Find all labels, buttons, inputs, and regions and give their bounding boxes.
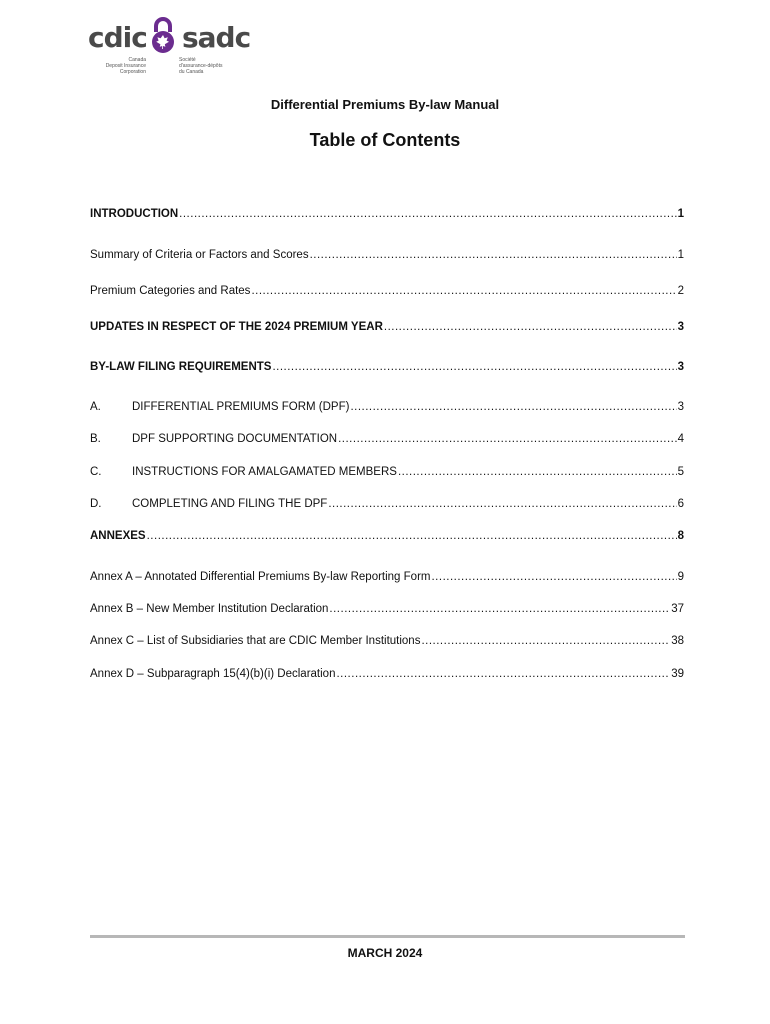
toc-page-number: 6 [677, 498, 684, 510]
toc-leader-dots [329, 601, 670, 617]
toc-leader-dots [272, 359, 676, 375]
toc-leader-dots [350, 399, 676, 415]
toc-entry-letter: C. [90, 466, 102, 478]
toc-entry-letter: B. [90, 433, 101, 445]
toc-entry-text: Annex A – Annotated Differential Premiums By-law Reporting Form [90, 571, 431, 583]
toc-page-number: 1 [677, 208, 684, 220]
toc-entry-section-a[interactable] [90, 399, 684, 415]
toc-page-number: 2 [677, 285, 684, 297]
toc-leader-dots [328, 496, 676, 512]
toc-page-number: 5 [677, 466, 684, 478]
toc-entry-summary-of-criteria[interactable] [90, 247, 684, 263]
toc-entry-introduction[interactable] [90, 206, 684, 222]
toc-page-number: 3 [677, 401, 684, 413]
footer-divider [90, 935, 685, 938]
toc-entry-annex-b[interactable] [90, 601, 684, 617]
toc-entry-text: Annex C – List of Subsidiaries that are CDIC Member Institutions [90, 635, 421, 647]
toc-page-number: 4 [677, 433, 684, 445]
logo-french-name: Société d'assurance-dépôts du Canada [179, 57, 223, 75]
toc-heading: Table of Contents [309, 130, 461, 150]
toc-entry-text: COMPLETING AND FILING THE DPF [132, 498, 328, 510]
toc-entry-filing-requirements[interactable] [90, 359, 684, 375]
toc-entry-letter: D. [90, 498, 102, 510]
toc-page-number: 1 [677, 249, 684, 261]
toc-entry-premium-categories[interactable] [90, 283, 684, 299]
toc-leader-dots [310, 247, 677, 263]
padlock-icon [148, 16, 178, 56]
toc-page-number: 3 [677, 361, 684, 373]
toc-entry-text: DPF SUPPORTING DOCUMENTATION [132, 433, 338, 445]
footer-date: MARCH 2024 [347, 946, 423, 960]
toc-entry-annex-d[interactable] [90, 666, 684, 682]
toc-page-number: 37 [671, 603, 684, 615]
toc-leader-dots [251, 283, 676, 299]
toc-entry-text: DIFFERENTIAL PREMIUMS FORM (DPF) [132, 401, 350, 413]
toc-entry-annexes[interactable] [90, 528, 684, 544]
toc-entry-text: Annex B – New Member Institution Declaration [90, 603, 329, 615]
logo-cdic-text: cdic [88, 21, 147, 54]
toc-leader-dots [179, 206, 676, 222]
toc-leader-dots [338, 431, 677, 447]
toc-leader-dots [384, 319, 677, 335]
toc-entry-section-c[interactable] [90, 464, 684, 480]
toc-entry-text: INSTRUCTIONS FOR AMALGAMATED MEMBERS [132, 466, 397, 478]
toc-leader-dots [336, 666, 670, 682]
toc-page-number: 9 [677, 571, 684, 583]
toc-entry-updates-2024[interactable] [90, 319, 684, 335]
toc-page-number: 39 [671, 668, 684, 680]
toc-entry-text: Annex D – Subparagraph 15(4)(b)(i) Declaration [90, 668, 336, 680]
toc-entry-text: Summary of Criteria or Factors and Scores [90, 249, 309, 261]
toc-page-number: 8 [677, 530, 684, 542]
toc-page-number: 38 [671, 635, 684, 647]
toc-leader-dots [431, 569, 676, 585]
document-title: Differential Premiums By-law Manual [270, 97, 500, 112]
toc-entry-annex-c[interactable] [90, 633, 684, 649]
toc-entry-text: INTRODUCTION [90, 208, 179, 220]
cdic-sadc-logo [88, 14, 251, 78]
logo-english-name: Canada Deposit Insurance Corporation [105, 57, 146, 75]
toc-entry-text: ANNEXES [90, 530, 146, 542]
toc-entry-section-d[interactable] [90, 496, 684, 512]
toc-entry-text: Premium Categories and Rates [90, 285, 251, 297]
toc-leader-dots [147, 528, 677, 544]
toc-leader-dots [398, 464, 677, 480]
toc-entry-text: UPDATES IN RESPECT OF THE 2024 PREMIUM YEAR [90, 321, 383, 333]
toc-entry-section-b[interactable] [90, 431, 684, 447]
toc-leader-dots [421, 633, 670, 649]
toc-entry-text: BY-LAW FILING REQUIREMENTS [90, 361, 272, 373]
toc-entry-letter: A. [90, 401, 101, 413]
toc-page-number: 3 [677, 321, 684, 333]
logo-sadc-text: sadc [182, 21, 251, 54]
toc-entry-annex-a[interactable] [90, 569, 684, 585]
